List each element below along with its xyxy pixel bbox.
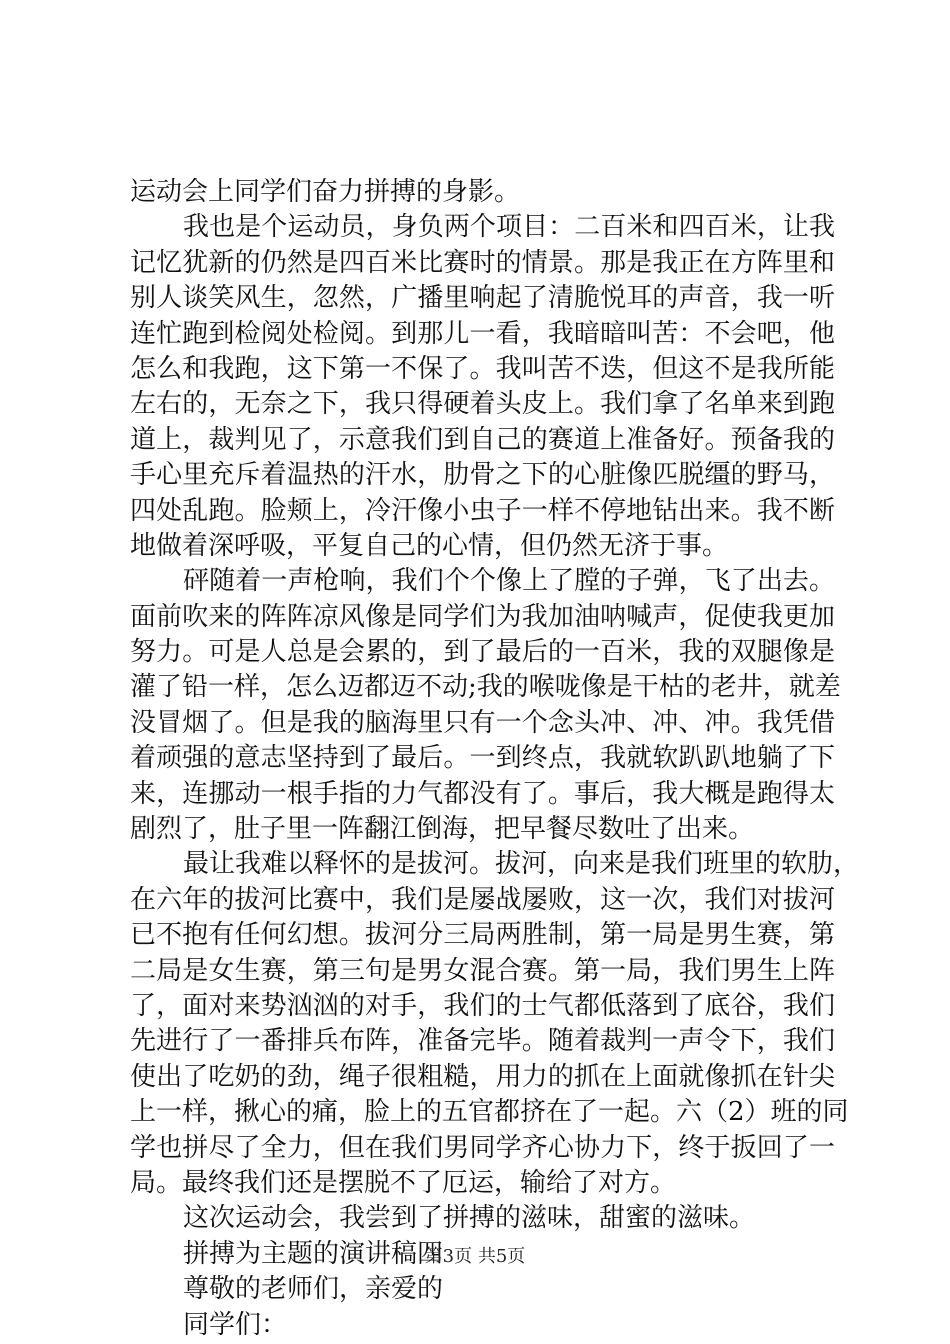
text-line: 在六年的拔河比赛中，我们是屡战屡败，这一次，我们对拔河 <box>130 884 835 915</box>
text-line: 灌了铅一样，怎么迈都迈不动;我的喉咙像是干枯的老井，就差 <box>130 672 841 703</box>
document-body <box>130 175 860 1343</box>
text-line: 努力。可是人总是会累的，到了最后的一百米，我的双腿像是 <box>130 637 835 668</box>
text-line: 来，连挪动一根手指的力气都没有了。事后，我大概是跑得太 <box>130 778 835 809</box>
text-line: 二局是女生赛，第三句是男女混合赛。第一局，我们男生上阵 <box>130 955 835 986</box>
text-line: 了，面对来势汹汹的对手，我们的士气都低落到了底谷，我们 <box>130 990 835 1021</box>
text-line: 运动会上同学们奋力拼搏的身影。 <box>130 177 521 207</box>
text-line: 连忙跑到检阅处检阅。到那儿一看，我暗暗叫苦：不会吧，他 <box>130 318 835 349</box>
text-line: 别人谈笑风生，忽然，广播里响起了清脆悦耳的声音，我一听 <box>130 283 835 314</box>
text-line: 同学们： <box>183 1309 288 1340</box>
text-line: 最让我难以释怀的是拔河。拔河，向来是我们班里的软肋， <box>183 849 860 880</box>
text-line: 拼搏为主题的演讲稿四 <box>183 1238 444 1269</box>
text-line: 我也是个运动员，身负两个项目：二百米和四百米，让我 <box>183 212 835 243</box>
text-line: 怎么和我跑，这下第一不保了。我叫苦不迭，但这不是我所能 <box>130 353 835 384</box>
text-line: 已不抱有任何幻想。拔河分三局两胜制，第一局是男生赛，第 <box>130 920 835 951</box>
text-line: 砰随着一声枪响，我们个个像上了膛的子弹，飞了出去。 <box>183 566 835 597</box>
text-line: 没冒烟了。但是我的脑海里只有一个念头冲、冲、冲。我凭借 <box>130 707 835 738</box>
text-line: 学也拼尽了全力，但在我们男同学齐心协力下，终于扳回了一 <box>130 1132 835 1163</box>
text-line: 左右的，无奈之下，我只得硬着头皮上。我们拿了名单来到跑 <box>130 389 835 420</box>
text-line: 面前吹来的阵阵凉风像是同学们为我加油呐喊声，促使我更加 <box>130 601 835 632</box>
text-line: 四处乱跑。脸颊上，冷汗像小虫子一样不停地钻出来。我不断 <box>130 495 835 526</box>
text-line: 尊敬的老师们，亲爱的 <box>183 1274 444 1305</box>
page-footer: 第3页 共5页 <box>424 1246 526 1267</box>
text-line: 记忆犹新的仍然是四百米比赛时的情景。那是我正在方阵里和 <box>130 247 835 278</box>
text-line: 道上，裁判见了，示意我们到自己的赛道上准备好。预备我的 <box>130 424 835 455</box>
text-line: 上一样，揪心的痛，脸上的五官都挤在了一起。六（2）班的同 <box>130 1097 849 1128</box>
text-line: 这次运动会，我尝到了拼搏的滋味，甜蜜的滋味。 <box>183 1203 756 1234</box>
text-line: 着顽强的意志坚持到了最后。一到终点，我就软趴趴地躺了下 <box>130 743 835 774</box>
text-line: 地做着深呼吸，平复自己的心情，但仍然无济于事。 <box>130 530 729 561</box>
text-line: 剧烈了，肚子里一阵翻江倒海，把早餐尽数吐了出来。 <box>130 814 755 845</box>
text-line: 手心里充斥着温热的汗水，肋骨之下的心脏像匹脱缰的野马， <box>130 460 835 491</box>
text-line: 使出了吃奶的劲，绳子很粗糙，用力的抓在上面就像抓在针尖 <box>130 1061 835 1092</box>
text-line: 先进行了一番排兵布阵，准备完毕。随着裁判一声令下，我们 <box>130 1026 835 1057</box>
text-line: 局。最终我们还是摆脱不了厄运，输给了对方。 <box>130 1167 677 1198</box>
